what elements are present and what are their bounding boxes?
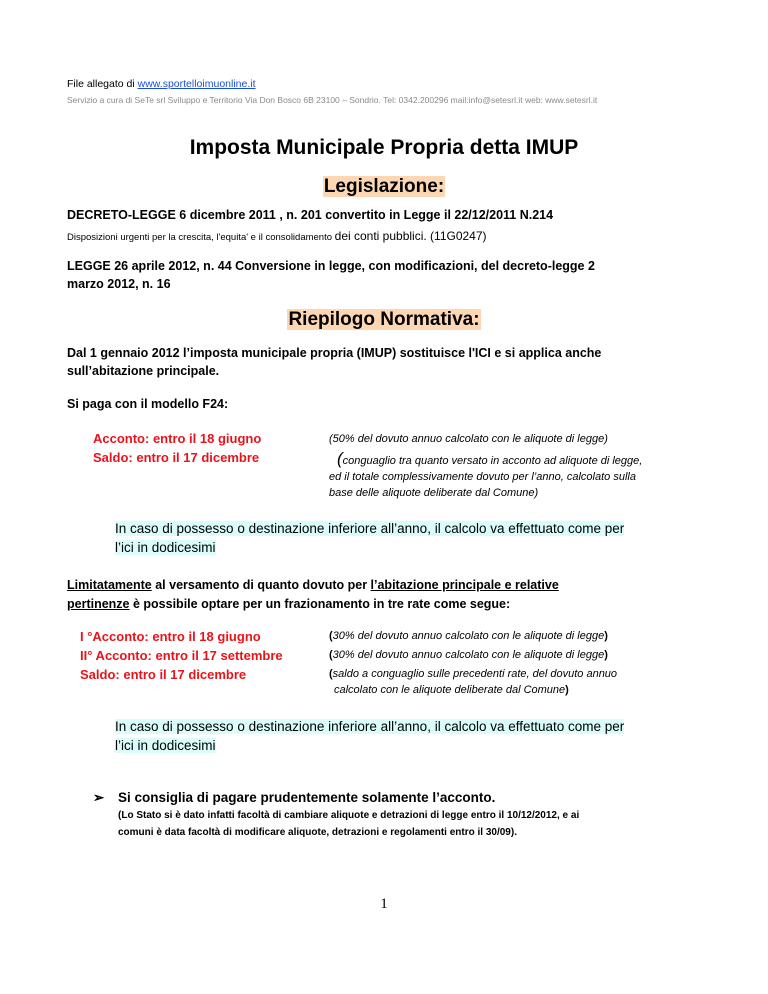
second-acconto-note bbox=[329, 649, 608, 661]
three-saldo-note-line-1 bbox=[329, 668, 617, 680]
page-title: Imposta Municipale Propria detta IMUP bbox=[189, 136, 579, 159]
saldo-note-line-3: base delle aliquote deliberate dal Comune) bbox=[329, 487, 539, 499]
page-number: 1 bbox=[380, 896, 388, 912]
split-part4: pertinenze bbox=[67, 597, 130, 611]
three-saldo-note-text-2: calcolato con le aliquote deliberate dal Comune bbox=[334, 684, 566, 696]
decree-desc-small: Disposizioni urgenti per la crescita, l'equita' e il consolidamento bbox=[67, 232, 335, 243]
split-part1: Limitatamente bbox=[67, 578, 152, 592]
first-acconto-note bbox=[329, 630, 608, 642]
dodicesimi-note-2 bbox=[115, 717, 624, 755]
paren-open: ( bbox=[329, 668, 333, 680]
paren-open: ( bbox=[329, 630, 333, 642]
second-acconto-label: II° Acconto: entro il 17 settembre bbox=[80, 648, 283, 663]
note2-line-1: In caso di possesso o destinazione inferiore all’anno, il calcolo va effettuato come per bbox=[115, 719, 625, 734]
paren-close: ) bbox=[604, 630, 608, 642]
three-saldo-label: Saldo: entro il 17 dicembre bbox=[80, 667, 247, 682]
saldo-note-line-1 bbox=[329, 449, 642, 469]
summary-heading: Riepilogo Normativa: bbox=[288, 309, 480, 330]
acconto-label: Acconto: entro il 18 giugno bbox=[93, 431, 262, 446]
f24-line: Si paga con il modello F24: bbox=[67, 397, 229, 411]
saldo-note-text-1: conguaglio tra quanto versato in acconto ad aliquote di legge, bbox=[342, 455, 643, 467]
split-part5: è possibile optare per un frazionamento in tre rate come segue: bbox=[129, 597, 511, 611]
advice-detail-line-2: comuni è data facoltà di modificare aliquote, detrazioni e regolamenti entro il 30/09). bbox=[118, 827, 517, 838]
three-saldo-note-text-1: saldo a conguaglio sulle precedenti rate, del dovuto annuo bbox=[332, 668, 618, 680]
attachment-line bbox=[67, 78, 256, 90]
service-line: Servizio a cura di SeTe srl Sviluppo e Territorio Via Don Bosco 6B 23100 – Sondrio. Tel: 0342.200296 mail:info@setesrl.it web: www.setesrl.it bbox=[67, 95, 598, 105]
advice-text: Si consiglia di pagare prudentemente solamente l’acconto. bbox=[118, 790, 496, 805]
intro-line-2: sull’abitazione principale. bbox=[67, 364, 220, 378]
saldo-label: Saldo: entro il 17 dicembre bbox=[93, 450, 260, 465]
split-paragraph bbox=[67, 576, 707, 614]
first-acconto-label: I °Acconto: entro il 18 giugno bbox=[80, 629, 261, 644]
advice-detail-line-1: (Lo Stato si è dato infatti facoltà di cambiare aliquote e detrazioni di legge entro il 10/12/2012, e ai bbox=[118, 810, 580, 821]
law-line-2: marzo 2012, n. 16 bbox=[67, 277, 171, 291]
dodicesimi-note-1 bbox=[115, 519, 624, 557]
split-part3: l’abitazione principale e relative bbox=[370, 578, 559, 592]
attachment-link[interactable]: www.sportelloimuonline.it bbox=[137, 78, 256, 90]
advice-bullet-icon: ➢ bbox=[93, 790, 105, 805]
decree-desc-large: dei conti pubblici. (11G0247) bbox=[334, 229, 487, 243]
intro-line-1: Dal 1 gennaio 2012 l’imposta municipale propria (IMUP) sostituisce l'ICI e si applica anche bbox=[67, 346, 602, 360]
decree-description bbox=[67, 227, 487, 245]
saldo-note-line-2: ed il totale complessivamente dovuto per l’anno, calcolato sulla bbox=[329, 471, 636, 483]
legislation-heading: Legislazione: bbox=[323, 176, 445, 197]
three-saldo-note-line-2 bbox=[334, 684, 569, 696]
first-note-text: 30% del dovuto annuo calcolato con le aliquote di legge bbox=[332, 630, 605, 642]
note2-line-2: l’ici in dodicesimi bbox=[115, 738, 216, 753]
decree-line: DECRETO-LEGGE 6 dicembre 2011 , n. 201 convertito in Legge il 22/12/2011 N.214 bbox=[67, 208, 554, 222]
acconto-note: (50% del dovuto annuo calcolato con le aliquote di legge) bbox=[329, 433, 608, 445]
legislation-heading-wrap bbox=[0, 176, 768, 198]
note1-line-2: l’ici in dodicesimi bbox=[115, 540, 216, 555]
law-line-1: LEGGE 26 aprile 2012, n. 44 Conversione in legge, con modificazioni, del decreto-legge 2 bbox=[67, 259, 595, 273]
attachment-prefix: File allegato di bbox=[67, 78, 138, 90]
note1-line-1: In caso di possesso o destinazione inferiore all’anno, il calcolo va effettuato come per bbox=[115, 521, 625, 536]
paren-close: ) bbox=[604, 649, 608, 661]
saldo-note-paren: ( bbox=[337, 449, 343, 468]
split-part2: al versamento di quanto dovuto per bbox=[151, 578, 371, 592]
second-note-text: 30% del dovuto annuo calcolato con le aliquote di legge bbox=[332, 649, 605, 661]
summary-heading-wrap bbox=[0, 309, 768, 331]
paren-open: ( bbox=[329, 649, 333, 661]
paren-close: ) bbox=[565, 684, 569, 696]
